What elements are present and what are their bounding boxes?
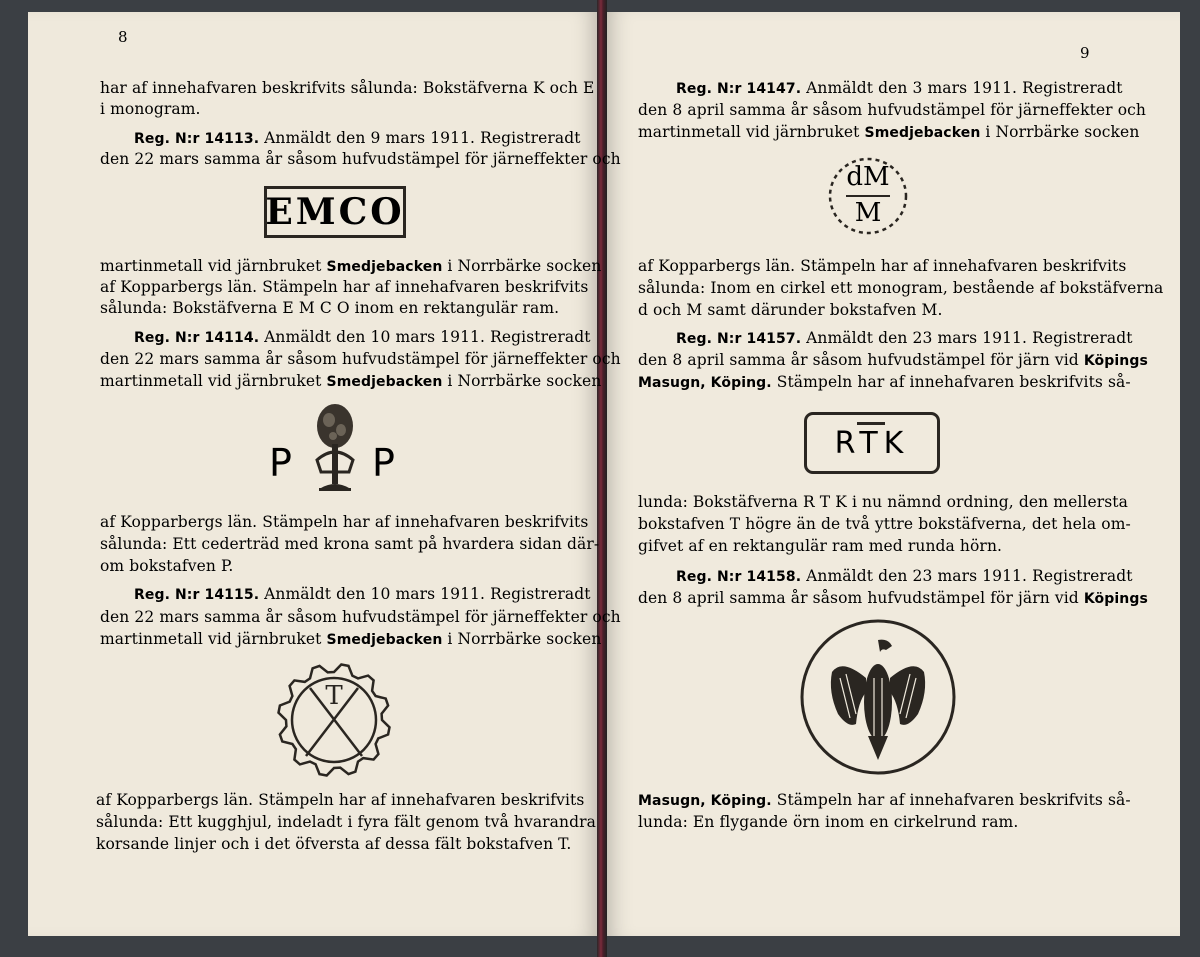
text-line: den 8 april samma år såsom hufvudstämpel för järn vid Köpings bbox=[638, 589, 1148, 607]
reg-number: Reg. N:r 14113. bbox=[134, 131, 260, 147]
rtk-tall-t-bar bbox=[857, 422, 885, 425]
text-line: Masugn, Köping. Stämpeln har af innehafvaren beskrifvits så- bbox=[638, 791, 1131, 809]
reg-number: Reg. N:r 14157. bbox=[676, 331, 802, 347]
reg-entry-14115-line: Reg. N:r 14115. Anmäldt den 10 mars 1911. Registreradt bbox=[134, 585, 591, 603]
text-line: martinmetall vid järnbruket Smedjebacken i Norrbärke socken bbox=[100, 372, 602, 390]
text-line: korsande linjer och i det öfversta af dessa fält bokstafven T. bbox=[96, 835, 572, 853]
text-line: sålunda: Ett kugghjul, indeladt i fyra fält genom två hvarandra bbox=[96, 813, 596, 831]
text-line: bokstafven T högre än de två yttre bokstäfverna, det hela om- bbox=[638, 515, 1131, 533]
rtk-trademark bbox=[804, 412, 940, 474]
cogwheel-trademark bbox=[274, 660, 394, 780]
text-line: sålunda: Inom en cirkel ett monogram, bestående af bokstäfverna bbox=[638, 279, 1164, 297]
reg-entry-14113-line: Reg. N:r 14113. Anmäldt den 9 mars 1911. Registreradt bbox=[134, 129, 581, 147]
text-line: af Kopparbergs län. Stämpeln har af innehafvaren beskrifvits bbox=[638, 257, 1127, 275]
book-spine bbox=[597, 0, 607, 957]
cogwheel-icon bbox=[274, 660, 394, 780]
reg-number: Reg. N:r 14147. bbox=[676, 81, 802, 97]
text-line: lunda: Bokstäfverna R T K i nu nämnd ordning, den mellersta bbox=[638, 493, 1128, 511]
text-line: af Kopparbergs län. Stämpeln har af innehafvaren beskrifvits bbox=[96, 791, 585, 809]
text-line: martinmetall vid järnbruket Smedjebacken i Norrbärke socken bbox=[100, 630, 602, 648]
cedar-crown-trademark bbox=[265, 400, 405, 500]
monogram-bottom: M bbox=[854, 198, 882, 228]
cedar-tree-icon bbox=[305, 400, 365, 500]
reg-entry-14158-line: Reg. N:r 14158. Anmäldt den 23 mars 1911. Registreradt bbox=[676, 567, 1133, 585]
text-line: d och M samt därunder bokstafven M. bbox=[638, 301, 943, 319]
reg-entry-14157-line: Reg. N:r 14157. Anmäldt den 23 mars 1911. Registreradt bbox=[676, 329, 1133, 347]
reg-number: Reg. N:r 14158. bbox=[676, 569, 802, 585]
text-line: har af innehafvaren beskrifvits sålunda: Bokstäfverna K och E bbox=[100, 79, 595, 97]
text-line: af Kopparbergs län. Stämpeln har af innehafvaren beskrifvits bbox=[100, 513, 589, 531]
rtk-mark-text: RTK bbox=[834, 426, 910, 461]
text-line: sålunda: Ett cederträd med krona samt på hvardera sidan där- bbox=[100, 535, 600, 553]
text-line: om bokstafven P. bbox=[100, 557, 234, 575]
reg-entry-14147-line: Reg. N:r 14147. Anmäldt den 3 mars 1911. Registreradt bbox=[676, 79, 1123, 97]
text-line: den 8 april samma år såsom hufvudstämpel för järneffekter och bbox=[638, 101, 1147, 119]
text-line: lunda: En flygande örn inom en cirkelrund ram. bbox=[638, 813, 1019, 831]
text-line: sålunda: Bokstäfverna E M C O inom en rektangulär ram. bbox=[100, 299, 560, 317]
text-line: den 22 mars samma år såsom hufvudstämpel för järneffekter och bbox=[100, 150, 621, 168]
text-line: martinmetall vid järnbruket Smedjebacken i Norrbärke socken bbox=[100, 257, 602, 275]
monogram-top: dM bbox=[846, 162, 890, 192]
text-line: den 8 april samma år såsom hufvudstämpel för järn vid Köpings bbox=[638, 351, 1148, 369]
text-line: martinmetall vid järnbruket Smedjebacken i Norrbärke socken bbox=[638, 123, 1140, 141]
cog-mark-letter: T bbox=[325, 681, 343, 711]
reg-number: Reg. N:r 14115. bbox=[134, 587, 260, 603]
dm-monogram-trademark bbox=[826, 156, 910, 236]
text-line: gifvet af en rektangulär ram med runda hörn. bbox=[638, 537, 1003, 555]
left-page-number: 8 bbox=[118, 28, 128, 46]
right-page-number: 9 bbox=[1080, 44, 1090, 62]
text-line: Masugn, Köping. Stämpeln har af innehafvaren beskrifvits så- bbox=[638, 373, 1131, 391]
text-line: den 22 mars samma år såsom hufvudstämpel för järneffekter och bbox=[100, 608, 621, 626]
reg-entry-14114-line: Reg. N:r 14114. Anmäldt den 10 mars 1911. Registreradt bbox=[134, 328, 591, 346]
flying-eagle-icon bbox=[798, 618, 958, 776]
reg-number: Reg. N:r 14114. bbox=[134, 330, 260, 346]
mark-letter-right: P bbox=[372, 441, 395, 485]
mark-letter-left: P bbox=[269, 441, 292, 485]
eagle-trademark bbox=[798, 618, 958, 776]
text-line: af Kopparbergs län. Stämpeln har af innehafvaren beskrifvits bbox=[100, 278, 589, 296]
text-line: i monogram. bbox=[100, 100, 201, 118]
emco-trademark bbox=[264, 186, 406, 238]
text-line: den 22 mars samma år såsom hufvudstämpel för järneffekter och bbox=[100, 350, 621, 368]
emco-mark-text: EMCO bbox=[265, 191, 405, 233]
